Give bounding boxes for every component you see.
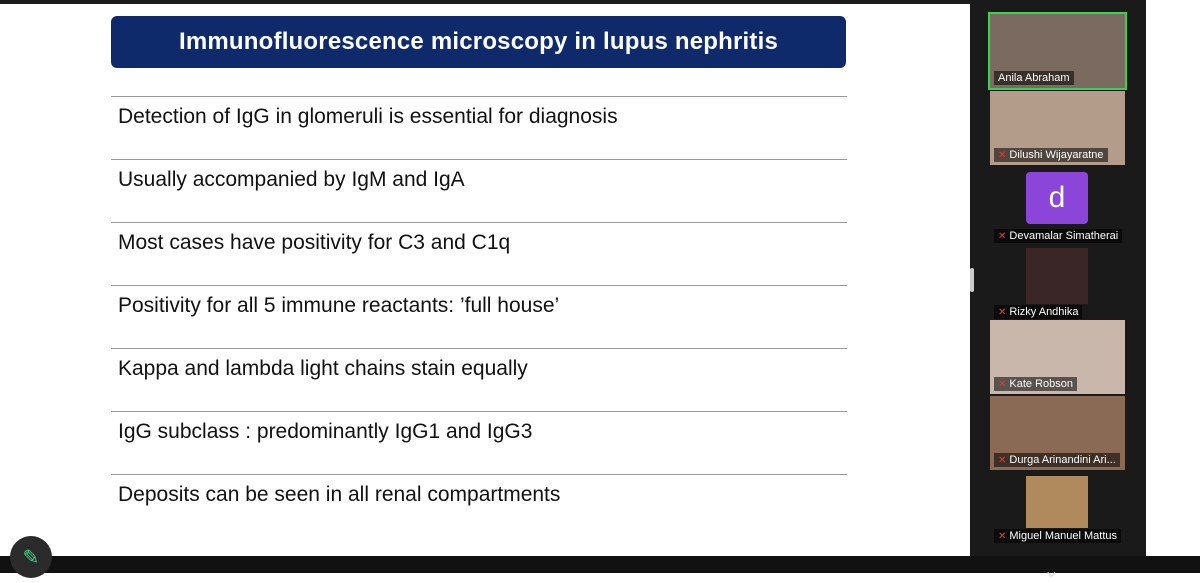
slide-point: Usually accompanied by IgM and IgA: [118, 168, 465, 191]
participant-name-tag: [994, 229, 1122, 243]
avatar: [1026, 476, 1088, 528]
avatar: [1026, 248, 1088, 304]
slide-point: Most cases have positivity for C3 and C1q: [118, 231, 511, 254]
mic-muted-icon: ✕: [998, 306, 1007, 318]
pencil-icon: ✎: [22, 546, 40, 569]
participant-name-tag: [994, 305, 1082, 319]
participant-name: Durga Arinandini Ari...: [1009, 454, 1116, 466]
participant-tile[interactable]: [990, 14, 1125, 88]
participant-name-tag: [994, 148, 1108, 162]
slide-point: Kappa and lambda light chains stain equally: [118, 357, 528, 380]
slide-point-row: [111, 474, 847, 537]
slide-point: Deposits can be seen in all renal compartments: [118, 483, 561, 506]
participant-tile[interactable]: [990, 320, 1125, 394]
chevron-down-icon[interactable]: ⌄: [1043, 560, 1060, 582]
slide-point-row: [111, 222, 847, 285]
right-blank-area: [1146, 0, 1200, 573]
slide-title: Immunofluorescence microscopy in lupus nephritis: [178, 28, 779, 55]
mic-muted-icon: ✕: [998, 378, 1007, 390]
participant-name: Devamalar Simatherai: [1009, 230, 1119, 242]
annotate-button[interactable]: [10, 536, 52, 578]
slide-point-row: [111, 159, 847, 222]
slide-point-row: [111, 348, 847, 411]
participant-tile[interactable]: [990, 248, 1125, 322]
panel-resize-handle[interactable]: [970, 268, 974, 292]
slide-points: [111, 96, 847, 537]
slide-point: Detection of IgG in glomeruli is essential for diagnosis: [118, 105, 618, 128]
participant-tile[interactable]: [990, 172, 1125, 246]
participant-tile[interactable]: [990, 91, 1125, 165]
participant-tile[interactable]: [990, 396, 1125, 470]
slide-point-row: [111, 285, 847, 348]
slide-point: Positivity for all 5 immune reactants: ’full house’: [118, 294, 560, 317]
participant-name-tag: [994, 529, 1121, 543]
participant-name: Dilushi Wijayaratne: [1009, 149, 1104, 161]
participant-name: Kate Robson: [1009, 378, 1073, 390]
participant-tile[interactable]: [990, 472, 1125, 546]
avatar: d: [1026, 172, 1088, 224]
bottom-toolbar: [0, 556, 1200, 573]
participant-name: Miguel Manuel Mattus: [1009, 530, 1117, 542]
slide-point: IgG subclass : predominantly IgG1 and IgG3: [118, 420, 533, 443]
participant-name-tag: [994, 377, 1077, 391]
mic-muted-icon: ✕: [998, 530, 1007, 542]
mic-muted-icon: ✕: [998, 230, 1007, 242]
participant-name-tag: [994, 453, 1120, 467]
participant-name: Anila Abraham: [998, 72, 1070, 84]
slide-point-row: [111, 411, 847, 474]
participant-name-tag: [994, 71, 1074, 85]
slide-title-banner: [111, 16, 846, 68]
shared-slide: [0, 4, 970, 556]
mic-muted-icon: ✕: [998, 454, 1007, 466]
slide-point-row: [111, 96, 847, 159]
mic-muted-icon: ✕: [998, 149, 1007, 161]
participant-name: Rizky Andhika: [1009, 306, 1079, 318]
